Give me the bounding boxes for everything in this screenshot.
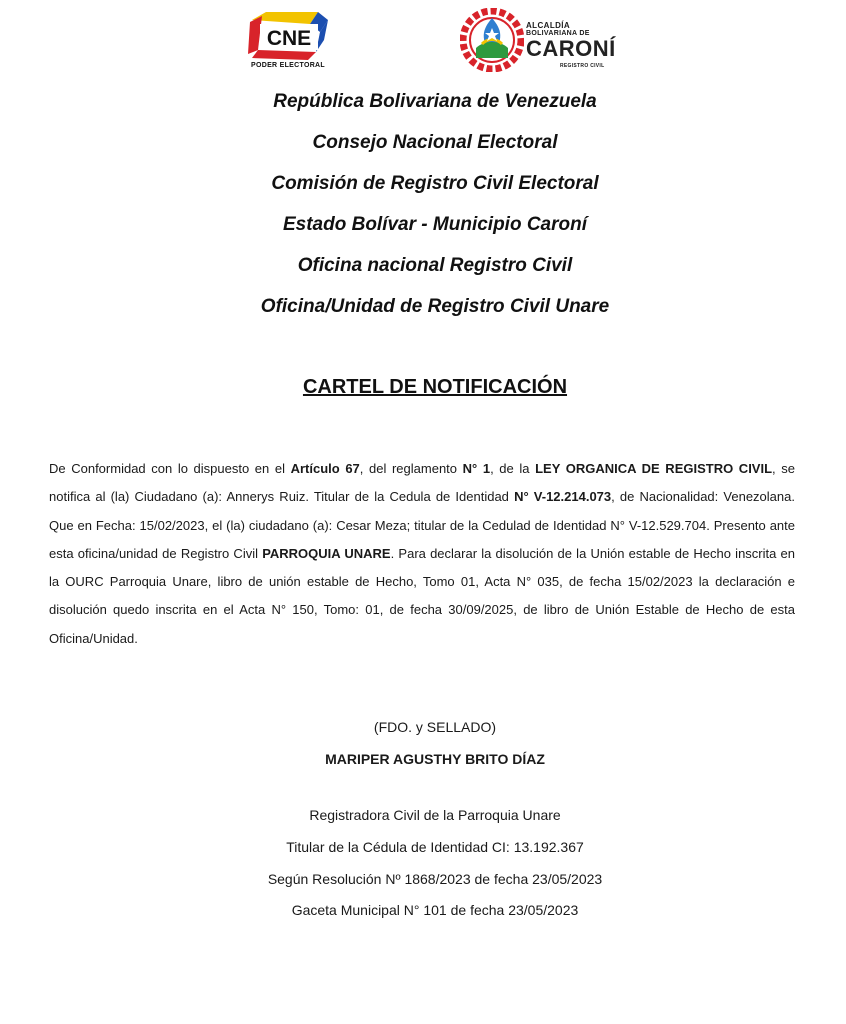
caroni-logo-line2: BOLIVARIANA DE	[526, 30, 590, 37]
notification-body	[49, 455, 795, 653]
signature-role: Registradora Civil de la Parroquia Unare	[309, 807, 561, 823]
caroni-logo	[460, 8, 630, 78]
body-bold-law: LEY ORGANICA DE REGISTRO CIVIL	[535, 461, 773, 476]
body-text: , de Nacionalidad: Venezolana. Que en Fecha: 15/02/2023, el (la) ciudadano (a): Cesar Meza; titular de la Cedulad de Identidad N° V-12.529.704. Presento ante esta oficina/unidad de Registro Civil	[49, 489, 795, 561]
body-bold-parish: PARROQUIA UNARE	[262, 545, 391, 561]
body-text: De Conformidad con lo dispuesto en el	[49, 461, 291, 476]
signature-gazette: Gaceta Municipal N° 101 de fecha 23/05/2023	[291, 902, 579, 918]
body-text: , del reglamento	[359, 461, 463, 476]
signature-ci: Titular de la Cédula de Identidad CI: 13.192.367	[286, 839, 584, 855]
document-heading	[0, 86, 846, 332]
body-text: . Para declarar la disolución de la Unión estable de Hecho inscrita en la OURC Parroquia Unare, libro de unión estable de Hecho, Tomo 01, Acta N° 035, de fecha 15/02/2023 la declaración e disolución quedo inscrita en el Acta N° 150, Tomo: 01, de fecha 30/09/2025, de libro de Unión Estable de Hecho de esta Oficina/Unidad.	[49, 545, 796, 646]
cne-logo-text: CNE	[266, 27, 312, 50]
cne-logo-subtitle: PODER ELECTORAL	[251, 62, 325, 69]
signature-name: MARIPER AGUSTHY BRITO DÍAZ	[325, 751, 545, 767]
body-bold-id: N° V-12.214.073	[514, 489, 612, 505]
cne-logo	[246, 10, 336, 74]
heading-line-republic: República Bolivariana de Venezuela	[273, 91, 597, 112]
heading-line-unit: Oficina/Unidad de Registro Civil Unare	[260, 296, 610, 317]
caroni-logo-subtitle: REGISTRO CIVIL	[560, 63, 605, 69]
signature-fdo: (FDO. y SELLADO)	[373, 719, 497, 735]
heading-line-council: Consejo Nacional Electoral	[312, 132, 558, 153]
body-text: , de la	[490, 461, 536, 476]
caroni-logo-line1: ALCALDÍA	[526, 21, 571, 30]
signature-resolution: Según Resolución Nº 1868/2023 de fecha 23/05/2023	[267, 871, 603, 887]
body-bold-number: N° 1	[462, 461, 491, 476]
heading-line-commission: Comisión de Registro Civil Electoral	[271, 173, 599, 194]
heading-line-state: Estado Bolívar - Municipio Caroní	[282, 214, 588, 235]
caroni-logo-name: CARONÍ	[526, 36, 616, 61]
body-bold-article: Artículo 67	[290, 461, 360, 476]
body-text: , se notifica al (la) Ciudadano (a): Annerys Ruiz. Titular de la Cedula de Identidad	[49, 461, 795, 505]
heading-line-office: Oficina nacional Registro Civil	[297, 255, 573, 276]
document-title: CARTEL DE NOTIFICACIÓN	[302, 376, 568, 398]
